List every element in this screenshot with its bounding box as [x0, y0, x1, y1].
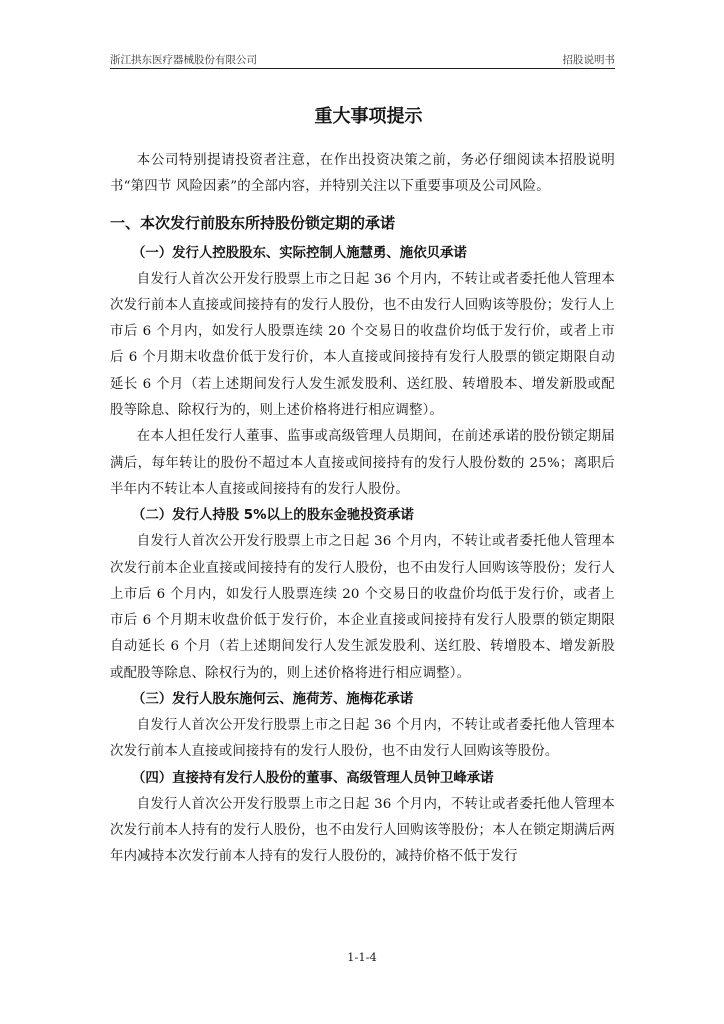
- paragraph: 自发行人首次公开发行股票上市之日起 36 个月内，不转让或者委托他人管理本次发行前本人持有的发行人股份，也不由发行人回购该等股份；本人在锁定期满后两年内减持本次发行前本人持有的发行人股份的，减持价格不低于发行: [110, 796, 615, 865]
- subsection-heading: （三）发行人股东施何云、施荷芳、施梅花承诺: [132, 692, 414, 708]
- paragraph: 自发行人首次公开发行股票上市之日起 36 个月内，不转让或者委托他人管理本次发行前本企业直接或间接持有的发行人股份，也不由发行人回购该等股份；发行人上市后 6 个月内，如发行人股票连续 20 个交易日的收盘价均低于发行价，或者上市后 6 个月期末收盘价低于发行价，本企业直接或间接持有发行人股票的锁定期限自动延长 6 个月（若上述期间发行人发生派发股利、送红股、转增股本、增发新股或配股等除息、除权行为的，则上述价格将进行相应调整）。: [110, 534, 615, 681]
- page-number: 1-1-4: [347, 950, 377, 964]
- header-document-type: 招股说明书: [562, 54, 615, 66]
- page-title: 重大事项提示: [314, 106, 423, 127]
- subsection-heading: （四）直接持有发行人股份的董事、高级管理人员钟卫峰承诺: [132, 770, 494, 786]
- intro-paragraph: 本公司特别提请投资者注意，在作出投资决策之前，务必仔细阅读本招股说明书“第四节 风险因素”的全部内容，并特别关注以下重要事项及公司风险。: [110, 153, 615, 195]
- page-header: [110, 50, 615, 69]
- paragraph: 自发行人首次公开发行股票上市之日起 36 个月内，不转让或者委托他人管理本次发行前本人直接或间接持有的发行人股份，也不由发行人回购该等股份。: [110, 718, 615, 760]
- document-body: [110, 100, 615, 871]
- paragraph: 自发行人首次公开发行股票上市之日起 36 个月内，不转让或者委托他人管理本次发行前本人直接或间接持有的发行人股份，也不由发行人回购该等股份；发行人上市后 6 个月内，如发行人股票连续 20 个交易日的收盘价均低于发行价，或者上市后 6 个月期末收盘价低于发行价，本人直接或间接持有发行人股票的锁定期限自动延长 6 个月（若上述期间发行人发生派发股利、送红股、转增股本、增发新股或配股等除息、除权行为的，则上述价格将进行相应调整）。: [110, 271, 615, 419]
- header-company-name: 浙江拱东医疗器械股份有限公司: [110, 54, 257, 66]
- subsection-heading: （一）发行人控股股东、实际控制人施慧勇、施依贝承诺: [132, 245, 467, 261]
- paragraph: 在本人担任发行人董事、监事或高级管理人员期间，在前述承诺的股份锁定期届满后，每年转让的股份不超过本人直接或间接持有的发行人股份数的 25%；离职后半年内不转让本人直接或间接持有的发行人股份。: [110, 429, 615, 497]
- subsection-heading: （二）发行人持股 5%以上的股东金驰投资承诺: [132, 508, 414, 524]
- section-heading: 一、本次发行前股东所持股份锁定期的承诺: [110, 213, 396, 232]
